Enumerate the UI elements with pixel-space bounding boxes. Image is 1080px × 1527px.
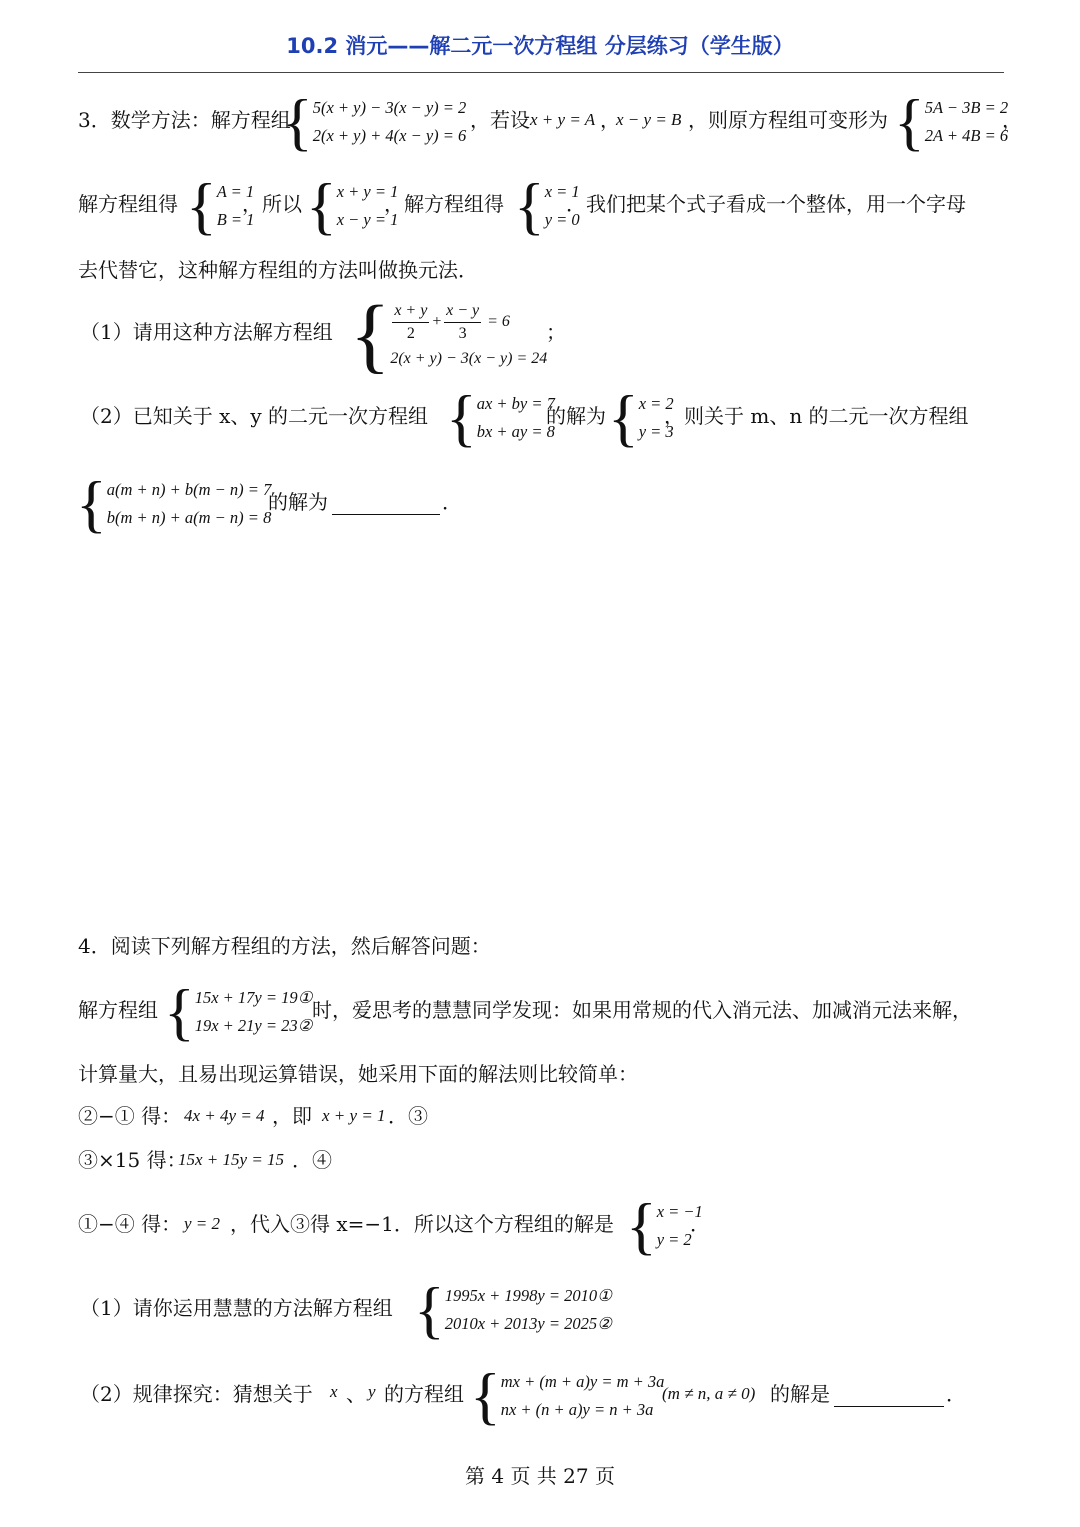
q4-step2-eq: 15x + 15y = 15 <box>178 1150 285 1169</box>
fraction <box>392 300 429 345</box>
q4-step3-text: ，代入③得 x=−1．所以这个方程组的解是 <box>230 1212 614 1236</box>
brace-icon: { <box>76 468 107 539</box>
brace-icon: { <box>446 382 477 453</box>
fraction-numerator: x + y <box>392 300 429 323</box>
q4-step2-label: ③×15 得： <box>78 1148 187 1172</box>
header-divider <box>78 72 1004 73</box>
q4-part2-period: ． <box>946 1382 966 1406</box>
q4-part2-sep: 、 <box>346 1382 366 1406</box>
q4-step1-label: ②−① 得： <box>78 1104 182 1128</box>
q3-comma: ， <box>600 108 620 132</box>
q3-part2-sys2-eq2: b(m + n) + a(m − n) = 8 <box>106 508 272 527</box>
q4-system-1-eq1: 15x + 17y = 19① <box>194 988 313 1007</box>
q3-part1-prefix: （1）请用这种方法解方程组 <box>80 320 333 344</box>
q4-part2-prefix: （2）规律探究：猜想关于 <box>80 1382 313 1406</box>
q3-part2-eq2: bx + ay = 8 <box>476 422 555 441</box>
brace-icon: { <box>894 86 925 157</box>
answer-blank[interactable] <box>332 488 440 515</box>
q3-system-1 <box>282 86 467 157</box>
q3-part2-sol-x: x = 2 <box>638 394 674 413</box>
q3-system-4-eq2: x − y = 1 <box>336 210 399 229</box>
fraction-numerator: x − y <box>444 300 481 323</box>
q4-step1-end: ．③ <box>388 1104 428 1128</box>
q4-part1-prefix: （1）请你运用慧慧的方法解方程组 <box>80 1296 393 1320</box>
q3-part2-system-2 <box>76 468 272 539</box>
brace-icon: { <box>282 86 313 157</box>
q4-line2: 计算量大，且易出现运算错误，她采用下面的解法则比较简单： <box>78 1062 638 1086</box>
q3-part2-sol-y: y = 3 <box>638 422 674 441</box>
q4-step2-end: ．④ <box>292 1148 332 1172</box>
q3-system-2 <box>894 86 1009 157</box>
q4-step3-end: ． <box>690 1212 710 1236</box>
q3-system-5-eq1: x = 1 <box>544 182 580 201</box>
answer-blank[interactable] <box>834 1380 944 1407</box>
q3-line3: 去代替它，这种解方程组的方法叫做换元法． <box>78 258 478 282</box>
q3-transform-text: ，则原方程组可变形为 <box>688 108 888 132</box>
q4-part2-system <box>470 1360 665 1431</box>
q4-line1-prefix: 解方程组 <box>78 998 158 1022</box>
q4-step1-connector: ，即 <box>272 1104 312 1128</box>
q4-system-1-eq2: 19x + 21y = 23② <box>194 1016 313 1035</box>
page-header-title: 10.2 消元——解二元一次方程组 分层练习（学生版） <box>286 34 794 58</box>
q4-part2-end: 的解是 <box>770 1382 830 1406</box>
q3-part1-system <box>350 289 548 382</box>
q3-system-2-eq2: 2A + 4B = 6 <box>924 126 1009 145</box>
fraction <box>444 300 481 345</box>
q4-part2-mid: 的方程组 <box>384 1382 464 1406</box>
q4-part1-eq1: 1995x + 1998y = 2010① <box>444 1286 612 1305</box>
fraction-denominator: 2 <box>406 324 415 342</box>
q3-line2-tail: ．我们把某个式子看成一个整体，用一个字母 <box>566 192 966 216</box>
q4-step3-label: ①−④ 得： <box>78 1212 182 1236</box>
q4-system-1 <box>164 976 313 1047</box>
q3-part2-period: ． <box>442 490 462 514</box>
brace-icon: { <box>414 1274 445 1345</box>
q3-part2-tail: ，则关于 m、n 的二元一次方程组 <box>664 404 969 428</box>
q4-part2-eq1: mx + (m + a)y = m + 3a <box>500 1372 665 1391</box>
q4-step1-eq: 4x + 4y = 4 <box>184 1106 265 1125</box>
q4-part2-x: x <box>330 1382 338 1401</box>
q3-part2-system <box>446 382 555 453</box>
q4-part2-y: y <box>368 1382 376 1401</box>
fraction-denominator: 3 <box>458 324 467 342</box>
q3-part1-end: ； <box>546 320 566 344</box>
q3-part2-mid: 的解为 <box>546 404 606 428</box>
q3-sub-a: x + y = A <box>530 110 596 129</box>
q4-part1-eq2: 2010x + 2013y = 2025② <box>444 1314 612 1333</box>
q3-system-4-eq1: x + y = 1 <box>336 182 399 201</box>
q3-system-1-eq1: 5(x + y) − 3(x − y) = 2 <box>312 98 467 117</box>
q4-intro: 4．阅读下列解方程组的方法，然后解答问题： <box>78 934 491 958</box>
q3-sub-text: ，若设 <box>470 108 530 132</box>
q3-solve-text: ，解方程组得 <box>384 192 504 216</box>
brace-icon: { <box>626 1190 657 1261</box>
q3-intro-prefix: 3．数学方法：解方程组 <box>78 108 291 132</box>
q3-system-3-eq1: A = 1 <box>216 182 255 201</box>
q3-sub-b: x − y = B <box>616 110 682 129</box>
equals-rhs: = 6 <box>487 313 510 330</box>
q3-line2-prefix: 解方程组得 <box>78 192 178 216</box>
plus-sign: + <box>431 313 443 330</box>
q3-end-comma: ， <box>1002 108 1022 132</box>
q4-line1-tail: 时，爱思考的慧慧同学发现：如果用常规的代入消元法、加减消元法来解， <box>312 998 972 1022</box>
q4-step3-eq: y = 2 <box>184 1214 221 1233</box>
q4-part2-eq2: nx + (n + a)y = n + 3a <box>500 1400 654 1419</box>
q4-part1-system <box>414 1274 612 1345</box>
brace-icon: { <box>608 382 639 453</box>
q3-system-2-eq1: 5A − 3B = 2 <box>924 98 1009 117</box>
q3-part2-sys2-eq1: a(m + n) + b(m − n) = 7 <box>106 480 272 499</box>
brace-icon: { <box>186 170 217 241</box>
q4-step3-sol-x: x = −1 <box>656 1202 703 1221</box>
q3-system-1-eq2: 2(x + y) + 4(x − y) = 6 <box>312 126 467 145</box>
brace-icon: { <box>350 289 391 382</box>
q4-step3-sol-y: y = 2 <box>656 1230 692 1249</box>
q3-system-3-eq2: B = 1 <box>216 210 255 229</box>
q3-part1-eq1 <box>390 300 547 345</box>
brace-icon: { <box>470 1360 501 1431</box>
q3-part2-prefix: （2）已知关于 x、y 的二元一次方程组 <box>80 404 429 428</box>
q4-part2-condition: (m ≠ n, a ≠ 0) <box>662 1384 756 1403</box>
q3-part2-eq1: ax + by = 7 <box>476 394 555 413</box>
brace-icon: { <box>164 976 195 1047</box>
q4-step1-eq2: x + y = 1 <box>322 1106 386 1125</box>
q3-part1-eq2: 2(x + y) − 3(x − y) = 24 <box>390 349 548 367</box>
q3-part2-end: 的解为 <box>268 490 328 514</box>
q3-system-5-eq2: y = 0 <box>544 210 580 229</box>
page-footer: 第 4 页 共 27 页 <box>465 1464 615 1488</box>
brace-icon: { <box>306 170 337 241</box>
brace-icon: { <box>514 170 545 241</box>
q3-so-text: ，所以 <box>242 192 302 216</box>
